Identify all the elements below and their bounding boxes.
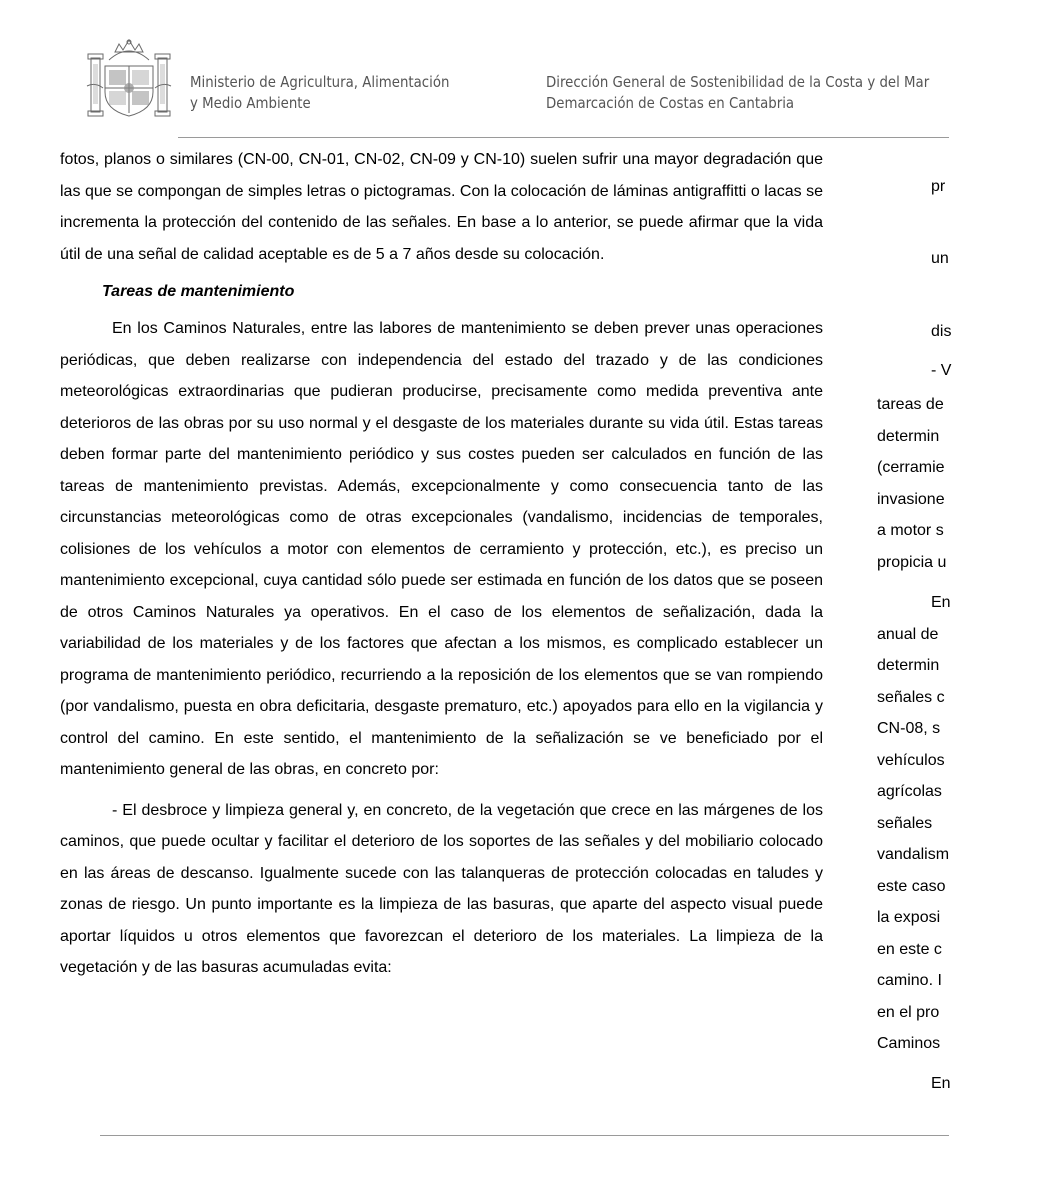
right-column-line: determin <box>877 428 940 445</box>
right-column-line: tareas de <box>877 396 944 413</box>
right-column-line: En <box>931 1075 951 1092</box>
section-heading: Tareas de mantenimiento <box>102 283 295 300</box>
right-column-line: determin <box>877 657 940 674</box>
right-column-line: este caso <box>877 878 946 895</box>
direction-name <box>546 72 1062 114</box>
ministry-line-2: y Medio Ambiente <box>190 94 311 112</box>
right-column-line: anual de <box>877 626 939 643</box>
right-column-line: señales <box>877 815 933 832</box>
right-column-line: CN-08, s <box>877 720 941 737</box>
direction-line-2: Demarcación de Costas en Cantabria <box>546 94 795 112</box>
paragraph-clearing: - El desbroce y limpieza general y, en concreto, de la vegetación que crece en las márgenes de los caminos, que puede ocultar y facilitar el deterioro de los soportes de las señales y del mobiliario colocado en las áreas de descanso. Igualmente sucede con las talanqueras de protección colocadas en taludes y zonas de riesgo. Un punto importante es la limpieza de las basuras, que aparte del aspecto visual puede aportar líquidos u otros elementos que favorezcan el deterioro de los materiales. La limpieza de la vegetación y de las basuras acumuladas evita: <box>60 801 823 976</box>
right-column-line: agrícolas <box>877 783 942 800</box>
right-column-line: - V <box>931 362 952 379</box>
main-text-column <box>60 144 823 984</box>
right-column-line: En <box>931 594 951 611</box>
page-header <box>0 0 949 140</box>
footer-divider <box>100 1135 949 1136</box>
right-column-line: señales c <box>877 689 945 706</box>
right-column-line: un <box>931 250 949 267</box>
paragraph-signage-lifespan: fotos, planos o similares (CN-00, CN-01, CN-02, CN-09 y CN-10) suelen sufrir una mayor degradación que las que se compongan de simples letras o pictogramas. Con la colocación de láminas antigraffitti o lacas se incrementa la protección del contenido de las señales. En base a lo anterior, se puede afirmar que la vida útil de una señal de calidad aceptable es de 5 a 7 años desde su colocación. <box>60 151 823 263</box>
right-column-line: pr <box>931 178 946 195</box>
paragraph-maintenance: En los Caminos Naturales, entre las labores de mantenimiento se deben prever unas operaciones periódicas, que deben realizarse con independencia del estado del trazado y de las condiciones meteorológicas extraordinarias que pudieran producirse, precisamente como medida preventiva ante deterioros de las obras por su uso normal y el desgaste de los materiales durante su vida útil. Estas tareas deben formar parte del mantenimiento periódico y sus costes pueden ser calculados en función de las tareas de mantenimiento previstas. Además, excepcionalmente y como consecuencia tanto de las circunstancias meteorológicas como de otras excepcionales (vandalismo, incidencias de temporales, colisiones de los vehículos a motor con elementos de cerramiento y protección, etc.), es preciso un mantenimiento excepcional, cuya cantidad sólo puede ser estimada en función de los datos que se poseen de otros Caminos Naturales ya operativos. En el caso de los elementos de señalización, dada la variabilidad de los materiales y de los factores que afectan a los mismos, es complicado establecer un programa de mantenimiento periódico, recurriendo a la reposición de los elementos que se van rompiendo (por vandalismo, puesta en obra deficitaria, desgaste prematuro, etc.) apoyados para ello en la vigilancia y control del camino. En este sentido, el mantenimiento de la señalización se ve beneficiado por el mantenimiento general de las obras, en concreto por: <box>60 320 823 778</box>
right-column-line: propicia u <box>877 554 947 571</box>
coat-of-arms-icon <box>85 38 173 124</box>
right-column-line: en este c <box>877 941 942 958</box>
ministry-name <box>190 72 465 114</box>
right-column-line: a motor s <box>877 522 944 539</box>
header-divider <box>178 137 949 138</box>
right-column-line: (cerramie <box>877 459 945 476</box>
right-column-line: camino. I <box>877 972 942 989</box>
right-column-line: en el pro <box>877 1004 940 1021</box>
right-column-line: la exposi <box>877 909 941 926</box>
ministry-line-1: Ministerio de Agricultura, Alimentación <box>190 73 450 91</box>
right-column-line: dis <box>931 323 952 340</box>
direction-line-1: Dirección General de Sostenibilidad de la Costa y del Mar <box>546 73 930 91</box>
right-column-line: Caminos <box>877 1035 941 1052</box>
right-column-line: vehículos <box>877 752 945 769</box>
right-column-line: vandalism <box>877 846 950 863</box>
right-column-line: invasione <box>877 491 945 508</box>
